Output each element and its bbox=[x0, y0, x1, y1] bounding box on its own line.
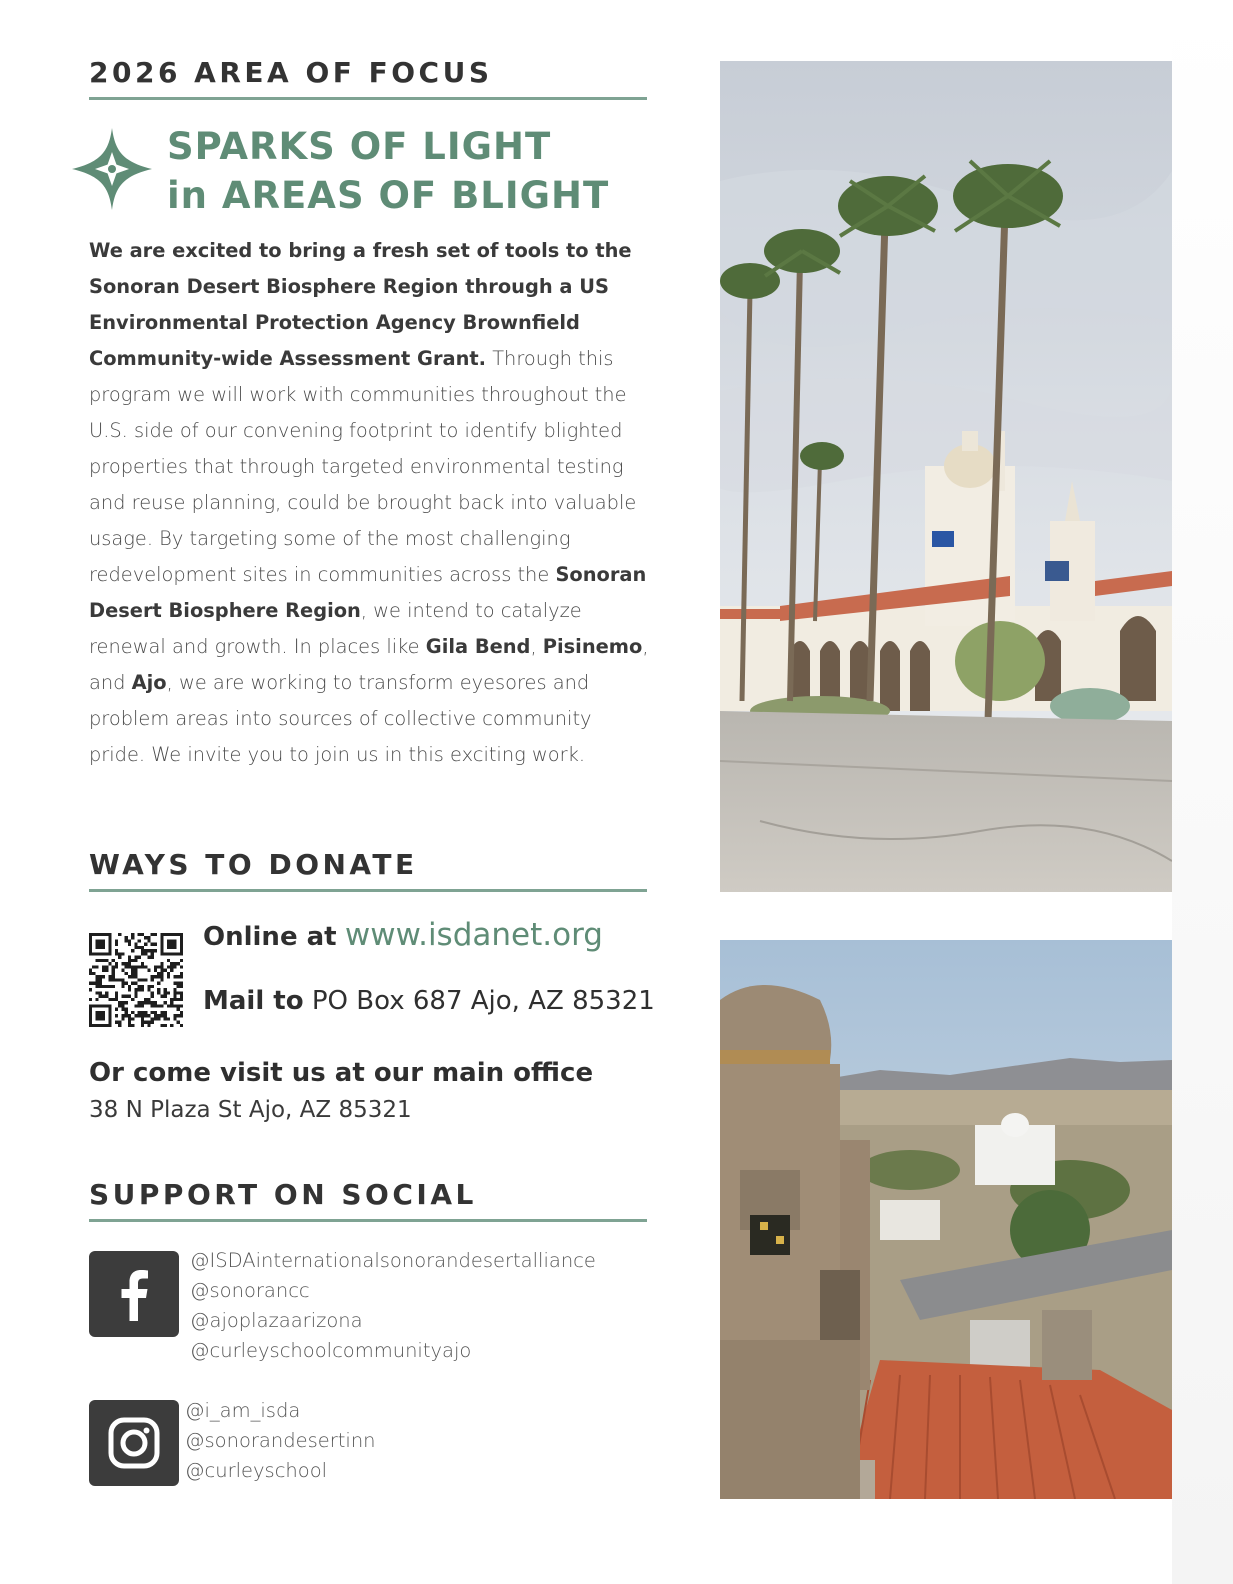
focus-title-line-2: in AREAS OF BLIGHT bbox=[167, 174, 610, 217]
ways-to-donate-heading: WAYS TO DONATE bbox=[89, 848, 418, 881]
paragraph-text: , we intend to catalyze renewal and growth. In places like bbox=[89, 599, 582, 658]
visit-office-heading: Or come visit us at our main office bbox=[89, 1058, 594, 1088]
photo-town-aerial bbox=[720, 940, 1172, 1499]
focus-title bbox=[167, 122, 609, 220]
paragraph-text: , bbox=[530, 635, 543, 658]
instagram-icon[interactable] bbox=[89, 1400, 179, 1486]
facebook-icon[interactable] bbox=[89, 1251, 179, 1337]
facebook-handles bbox=[190, 1246, 596, 1366]
donate-url-link[interactable]: www.isdanet.org bbox=[344, 917, 603, 953]
support-on-social-heading: SUPPORT ON SOCIAL bbox=[89, 1178, 477, 1211]
facebook-handle[interactable]: @curleyschoolcommunityajo bbox=[190, 1339, 472, 1362]
mail-label: Mail to bbox=[203, 986, 304, 1016]
paragraph-text: , we are working to transform eyesores and problem areas into sources of collective community pride. We invite you to join us in this exciting work. bbox=[89, 671, 592, 766]
office-address: 38 N Plaza St Ajo, AZ 85321 bbox=[89, 1097, 412, 1123]
page-edge-shade bbox=[1172, 0, 1233, 1584]
paragraph-emphasis: Pisinemo bbox=[542, 635, 643, 658]
section-divider bbox=[89, 1219, 647, 1222]
donate-online-line bbox=[203, 917, 603, 953]
facebook-handle[interactable]: @sonorancc bbox=[190, 1279, 310, 1302]
donate-mail-line bbox=[203, 986, 655, 1016]
instagram-handle[interactable]: @sonorandesertinn bbox=[185, 1429, 376, 1452]
paragraph-text: , and bbox=[89, 635, 649, 694]
area-of-focus-heading: 2026 AREA OF FOCUS bbox=[89, 56, 493, 89]
paragraph-emphasis: Ajo bbox=[131, 671, 167, 694]
paragraph-emphasis: Gila Bend bbox=[425, 635, 531, 658]
section-divider bbox=[89, 889, 647, 892]
facebook-handle[interactable]: @ISDAinternationalsonorandesertalliance bbox=[190, 1249, 596, 1272]
instagram-handles bbox=[185, 1396, 376, 1486]
paragraph-text: Through this program we will work with communities throughout the U.S. side of our convening footprint to identify blighted properties that through targeted environmental testing and reuse planning, could be brought back into valuable usage. By targeting some of the most challenging redevelopment sites in communities across the bbox=[89, 347, 637, 586]
instagram-handle[interactable]: @curleyschool bbox=[185, 1459, 328, 1482]
four-point-star-icon bbox=[72, 128, 152, 210]
focus-paragraph bbox=[89, 233, 649, 773]
online-label: Online at bbox=[203, 922, 337, 952]
photo-plaza-palm-trees bbox=[720, 61, 1172, 892]
instagram-handle[interactable]: @i_am_isda bbox=[185, 1399, 301, 1422]
paragraph-emphasis: We are excited to bring a fresh set of tools to the Sonoran Desert Biosphere Region through a US Environmental Protection Agency Brownfield Community-wide Assessment Grant. bbox=[89, 239, 632, 370]
qr-code-icon[interactable] bbox=[89, 933, 183, 1027]
focus-title-line-1: SPARKS OF LIGHT bbox=[167, 125, 552, 168]
mail-address: PO Box 687 Ajo, AZ 85321 bbox=[311, 986, 655, 1016]
facebook-handle[interactable]: @ajoplazaarizona bbox=[190, 1309, 363, 1332]
section-divider bbox=[89, 97, 647, 100]
paragraph-emphasis: Sonoran Desert Biosphere Region bbox=[89, 563, 647, 622]
